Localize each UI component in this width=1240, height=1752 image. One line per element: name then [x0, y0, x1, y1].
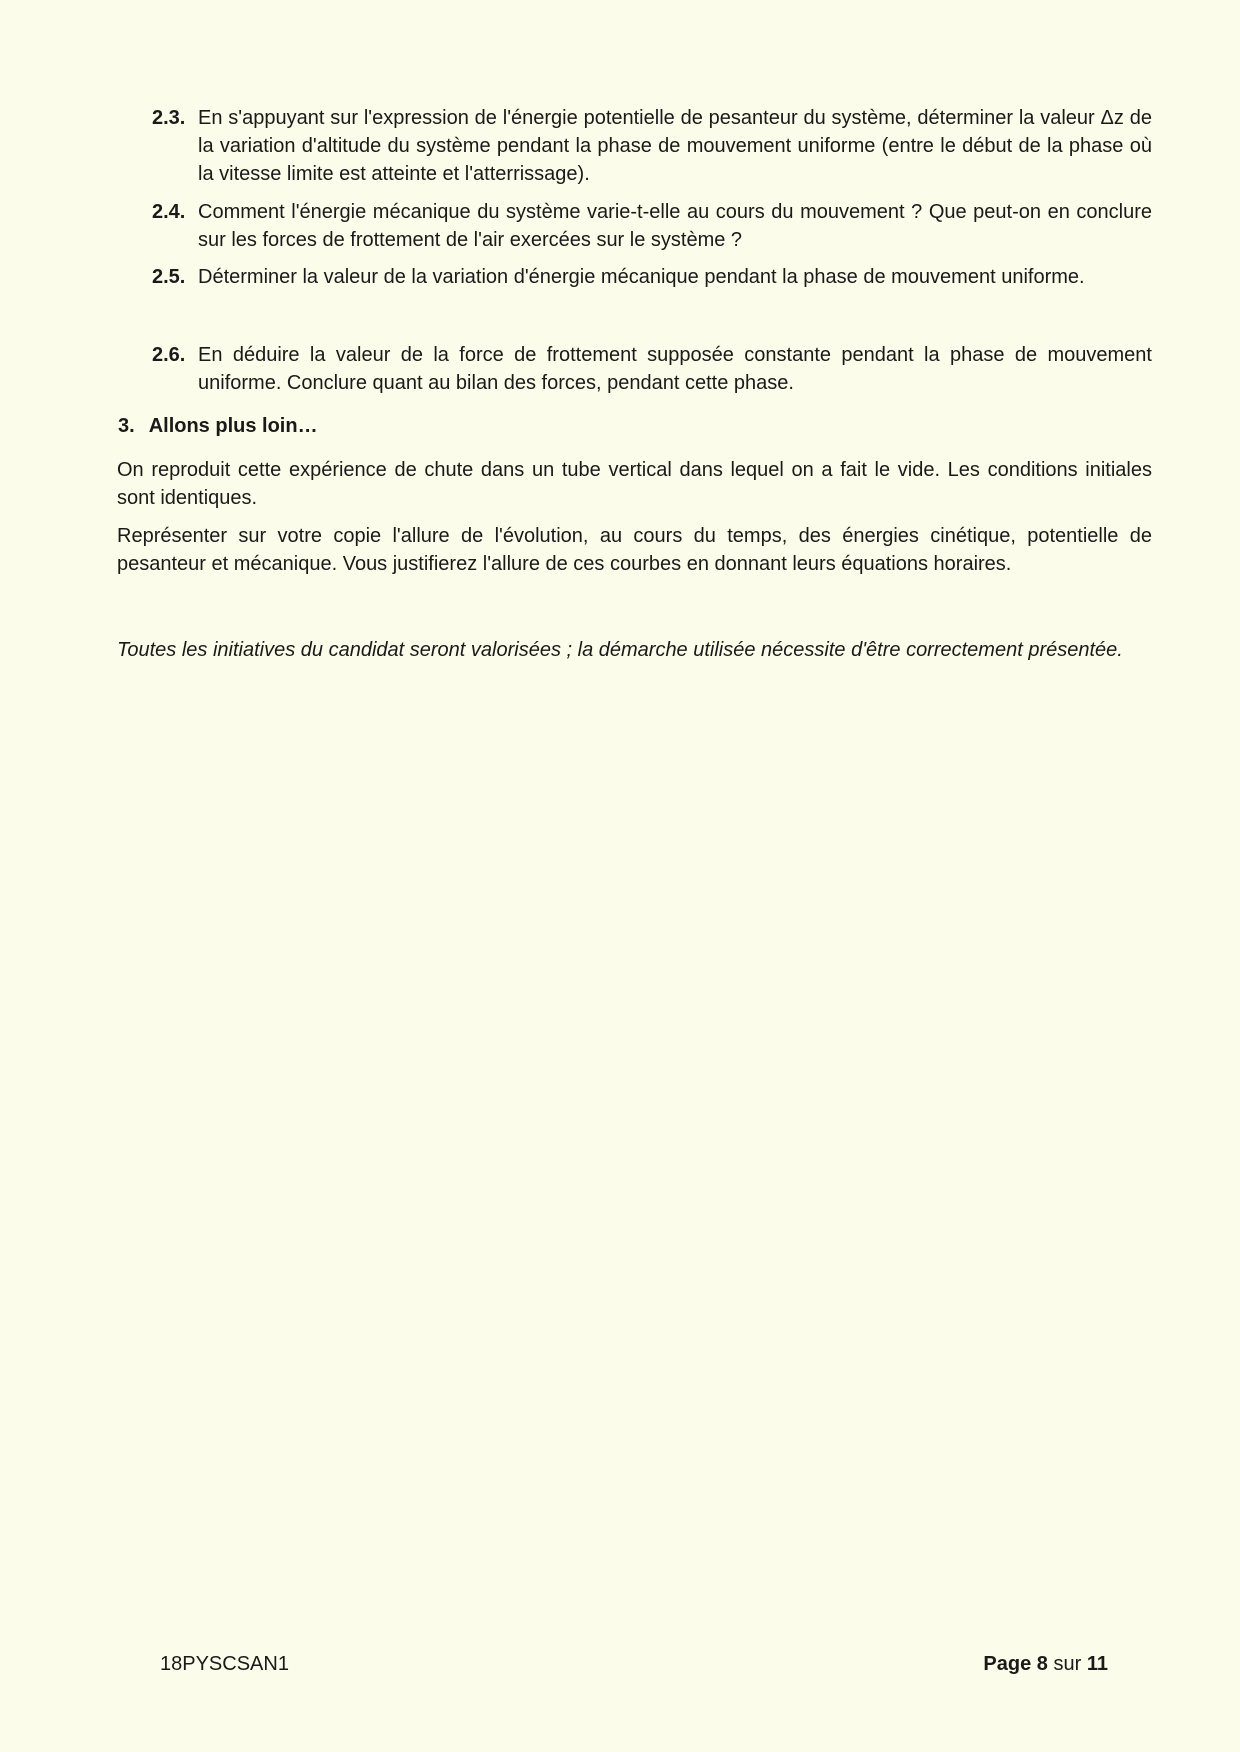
question-number: 2.5.: [152, 266, 186, 288]
question-text: En déduire la valeur de la force de frottement supposée constante pendant la phase de mouvement uniforme. Conclure quant au bilan des forces, pendant cette phase.: [198, 344, 1152, 394]
question-number: 2.6.: [152, 344, 186, 366]
section-number: 3.: [118, 415, 135, 437]
question-2-6: [152, 341, 1152, 397]
question-2-3: [152, 104, 1152, 188]
section-title-text: Allons plus loin…: [148, 415, 318, 437]
paragraph-vacuum: On reproduit cette expérience de chute dans un tube vertical dans lequel on a fait le vide. Les conditions initiales sont identiques.: [117, 459, 1152, 509]
page-current: 8: [1036, 1653, 1048, 1675]
page-label: Page: [983, 1653, 1032, 1675]
question-2-5: [152, 263, 1152, 291]
footer-exam-code: 18PYSCSAN1: [160, 1653, 289, 1675]
page-separator: sur: [1053, 1653, 1082, 1675]
question-text: Déterminer la valeur de la variation d'énergie mécanique pendant la phase de mouvement uniforme.: [198, 266, 1085, 288]
question-number: 2.4.: [152, 201, 186, 223]
candidate-note: Toutes les initiatives du candidat seront valorisées ; la démarche utilisée nécessite d'être correctement présentée.: [117, 639, 1123, 661]
paragraph-instructions: Représenter sur votre copie l'allure de l'évolution, au cours du temps, des énergies cinétique, potentielle de pesanteur et mécanique. Vous justifierez l'allure de ces courbes en donnant leurs équations horaires.: [117, 525, 1152, 575]
section-heading: [118, 412, 318, 440]
question-2-4: [152, 198, 1152, 254]
question-text: En s'appuyant sur l'expression de l'énergie potentielle de pesanteur du système, déterminer la valeur Δz de la variation d'altitude du système pendant la phase de mouvement uniforme (entre le début de la phase où la vitesse limite est atteinte et l'atterrissage).: [198, 107, 1152, 185]
footer-page-number: [983, 1650, 1108, 1678]
question-number: 2.3.: [152, 107, 186, 129]
question-text: Comment l'énergie mécanique du système varie-t-elle au cours du mouvement ? Que peut-on en conclure sur les forces de frottement de l'air exercées sur le système ?: [198, 201, 1152, 251]
page-total: 11: [1086, 1653, 1108, 1675]
